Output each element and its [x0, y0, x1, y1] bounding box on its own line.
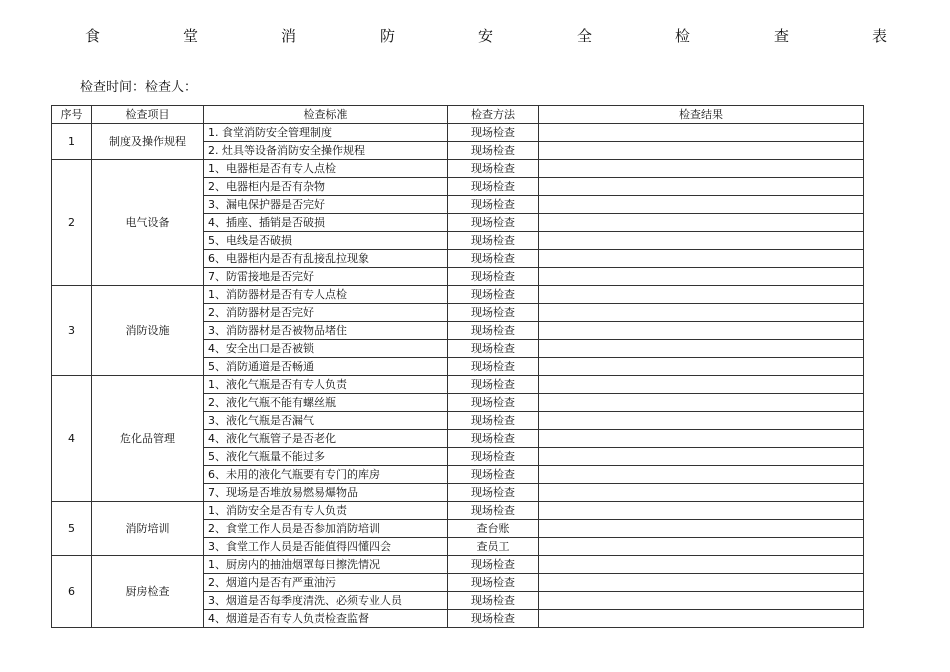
inspection-result-cell[interactable] [539, 574, 864, 592]
inspection-result-cell[interactable] [539, 502, 864, 520]
inspection-standard: 1、消防器材是否有专人点检 [204, 286, 448, 304]
inspection-result-cell[interactable] [539, 430, 864, 448]
inspection-method: 现场检查 [448, 358, 539, 376]
inspection-standard: 5、消防通道是否畅通 [204, 358, 448, 376]
inspection-standard: 5、液化气瓶量不能过多 [204, 448, 448, 466]
inspection-standard: 6、电器柜内是否有乱接乱拉现象 [204, 250, 448, 268]
inspection-standard: 1、厨房内的抽油烟罩每日擦洗情况 [204, 556, 448, 574]
inspection-standard: 1、液化气瓶是否有专人负责 [204, 376, 448, 394]
table-row [52, 160, 864, 178]
inspection-result-cell[interactable] [539, 268, 864, 286]
inspection-result-cell[interactable] [539, 250, 864, 268]
header-method: 检查方法 [448, 106, 539, 124]
inspection-result-cell[interactable] [539, 484, 864, 502]
title-char: 安 [478, 27, 494, 45]
inspection-method: 现场检查 [448, 484, 539, 502]
inspection-method: 现场检查 [448, 466, 539, 484]
inspection-result-cell[interactable] [539, 232, 864, 250]
table-header-row [52, 106, 864, 124]
inspection-standard: 1、电器柜是否有专人点检 [204, 160, 448, 178]
title-char: 消 [281, 27, 297, 45]
inspection-method: 现场检查 [448, 178, 539, 196]
inspection-meta: 检查时间：检查人： [80, 80, 198, 95]
title-char: 堂 [183, 27, 199, 45]
inspection-method: 查员工 [448, 538, 539, 556]
header-result: 检查结果 [539, 106, 864, 124]
inspection-standard: 1. 食堂消防安全管理制度 [204, 124, 448, 142]
inspection-method: 现场检查 [448, 430, 539, 448]
inspection-method: 现场检查 [448, 322, 539, 340]
inspection-method: 现场检查 [448, 286, 539, 304]
inspection-standard: 2、电器柜内是否有杂物 [204, 178, 448, 196]
inspection-standard: 2、消防器材是否完好 [204, 304, 448, 322]
table-row [52, 124, 864, 142]
table-row [52, 502, 864, 520]
inspection-result-cell[interactable] [539, 610, 864, 628]
inspection-result-cell[interactable] [539, 412, 864, 430]
inspection-item: 危化品管理 [92, 376, 204, 502]
table-body [52, 124, 864, 628]
inspection-method: 现场检查 [448, 574, 539, 592]
inspection-result-cell[interactable] [539, 376, 864, 394]
header-standard: 检查标准 [204, 106, 448, 124]
inspection-result-cell[interactable] [539, 304, 864, 322]
row-number: 1 [52, 124, 92, 160]
inspection-method: 查台账 [448, 520, 539, 538]
title-char: 表 [872, 27, 888, 45]
inspection-table [51, 105, 864, 628]
inspection-result-cell[interactable] [539, 592, 864, 610]
inspection-standard: 1、消防安全是否有专人负责 [204, 502, 448, 520]
inspection-standard: 2、食堂工作人员是否参加消防培训 [204, 520, 448, 538]
inspection-result-cell[interactable] [539, 322, 864, 340]
inspection-method: 现场检查 [448, 502, 539, 520]
inspection-item: 消防培训 [92, 502, 204, 556]
inspection-method: 现场检查 [448, 124, 539, 142]
inspection-method: 现场检查 [448, 376, 539, 394]
title-char: 防 [380, 27, 396, 45]
inspection-result-cell[interactable] [539, 160, 864, 178]
inspection-result-cell[interactable] [539, 124, 864, 142]
inspection-standard: 6、未用的液化气瓶要有专门的库房 [204, 466, 448, 484]
table-row [52, 286, 864, 304]
header-no: 序号 [52, 106, 92, 124]
inspection-method: 现场检查 [448, 394, 539, 412]
row-number: 2 [52, 160, 92, 286]
inspection-standard: 7、防雷接地是否完好 [204, 268, 448, 286]
title-char: 查 [774, 27, 790, 45]
inspection-result-cell[interactable] [539, 142, 864, 160]
inspection-standard: 4、液化气瓶管子是否老化 [204, 430, 448, 448]
table-row [52, 556, 864, 574]
inspection-result-cell[interactable] [539, 196, 864, 214]
inspection-method: 现场检查 [448, 610, 539, 628]
inspection-standard: 3、烟道是否每季度清洗、必须专业人员 [204, 592, 448, 610]
inspection-standard: 2. 灶具等设备消防安全操作规程 [204, 142, 448, 160]
inspection-result-cell[interactable] [539, 556, 864, 574]
inspection-method: 现场检查 [448, 160, 539, 178]
inspection-standard: 5、电线是否破损 [204, 232, 448, 250]
inspection-standard: 4、烟道是否有专人负责检查监督 [204, 610, 448, 628]
inspection-standard: 4、插座、插销是否破损 [204, 214, 448, 232]
inspection-standard: 2、烟道内是否有严重油污 [204, 574, 448, 592]
inspection-result-cell[interactable] [539, 394, 864, 412]
inspection-result-cell[interactable] [539, 286, 864, 304]
inspection-method: 现场检查 [448, 448, 539, 466]
inspection-standard: 4、安全出口是否被锁 [204, 340, 448, 358]
inspection-result-cell[interactable] [539, 538, 864, 556]
title-char: 食 [85, 27, 101, 45]
inspection-standard: 7、现场是否堆放易燃易爆物品 [204, 484, 448, 502]
inspection-standard: 3、漏电保护器是否完好 [204, 196, 448, 214]
inspection-result-cell[interactable] [539, 358, 864, 376]
inspection-result-cell[interactable] [539, 214, 864, 232]
document-title [0, 26, 950, 50]
inspection-method: 现场检查 [448, 142, 539, 160]
inspection-result-cell[interactable] [539, 520, 864, 538]
inspection-method: 现场检查 [448, 592, 539, 610]
inspection-method: 现场检查 [448, 340, 539, 358]
inspection-method: 现场检查 [448, 268, 539, 286]
inspection-method: 现场检查 [448, 412, 539, 430]
inspection-result-cell[interactable] [539, 466, 864, 484]
inspection-standard: 3、液化气瓶是否漏气 [204, 412, 448, 430]
inspection-item: 厨房检查 [92, 556, 204, 628]
inspection-method: 现场检查 [448, 232, 539, 250]
inspection-method: 现场检查 [448, 196, 539, 214]
inspection-method: 现场检查 [448, 250, 539, 268]
inspection-result-cell[interactable] [539, 340, 864, 358]
inspection-item: 电气设备 [92, 160, 204, 286]
inspection-standard: 2、液化气瓶不能有螺丝瓶 [204, 394, 448, 412]
inspection-standard: 3、消防器材是否被物品堵住 [204, 322, 448, 340]
inspection-item: 消防设施 [92, 286, 204, 376]
header-item: 检查项目 [92, 106, 204, 124]
row-number: 6 [52, 556, 92, 628]
inspection-method: 现场检查 [448, 556, 539, 574]
inspection-method: 现场检查 [448, 304, 539, 322]
row-number: 4 [52, 376, 92, 502]
row-number: 3 [52, 286, 92, 376]
inspection-item: 制度及操作规程 [92, 124, 204, 160]
title-char: 检 [675, 27, 691, 45]
inspection-method: 现场检查 [448, 214, 539, 232]
inspection-result-cell[interactable] [539, 448, 864, 466]
table-row [52, 376, 864, 394]
title-char: 全 [577, 27, 593, 45]
inspection-result-cell[interactable] [539, 178, 864, 196]
row-number: 5 [52, 502, 92, 556]
inspection-standard: 3、食堂工作人员是否能值得四懂四会 [204, 538, 448, 556]
